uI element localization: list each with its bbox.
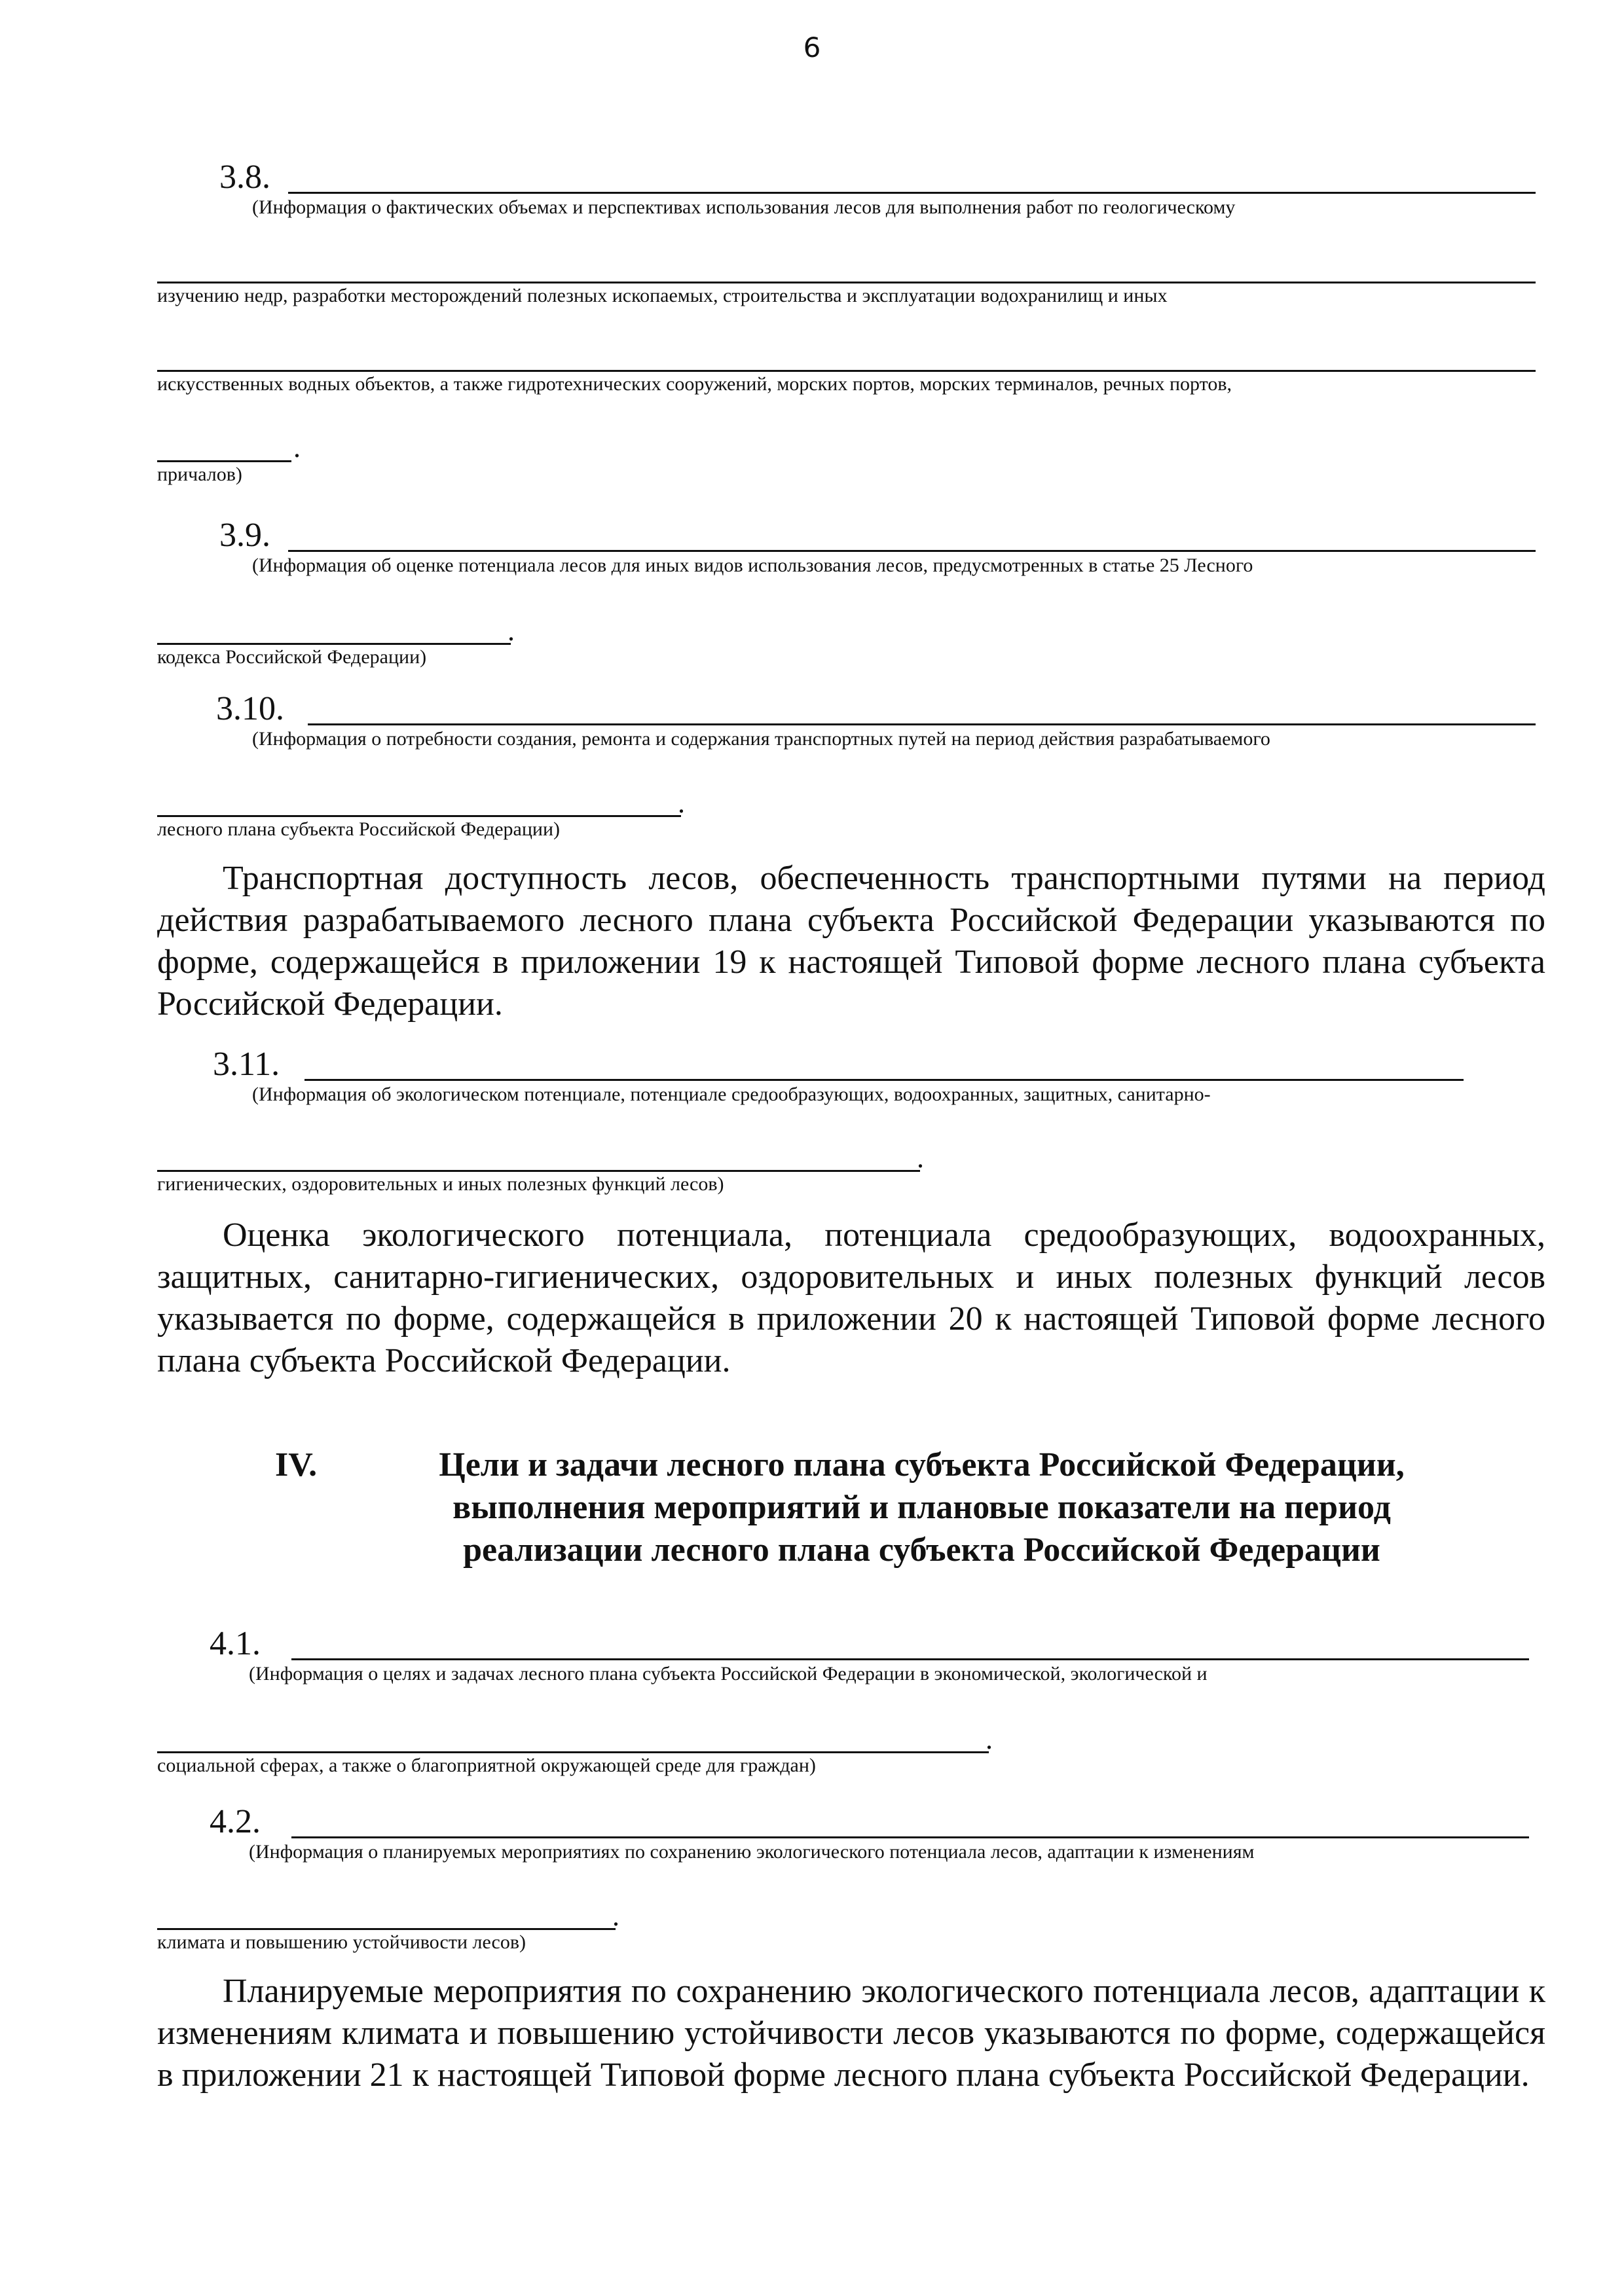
paragraph-transport [157, 858, 1545, 1025]
paragraph-measures [157, 1971, 1545, 2096]
fill-line [291, 1658, 1529, 1660]
paragraph-text: Транспортная доступность лесов, обеспеченность транспортными путями на период действия разрабатываемого лесного плана субъекта Российской Федерации указываются по форме, содержащейся в приложении 19 к настоящей Типовой форме лесного плана субъекта Российской Федерации. [157, 860, 1545, 1023]
fill-line [288, 192, 1536, 194]
fill-line [157, 460, 291, 462]
field-note: (Информация о фактических объемах и перспективах использования лесов для выполнения работ по геологическому [252, 196, 1236, 218]
item-number: 4.1. [210, 1625, 261, 1662]
fill-line [308, 723, 1536, 725]
field-note: (Информация об экологическом потенциале, потенциале средообразующих, водоохранных, защитных, санитарно- [252, 1084, 1211, 1105]
field-note: искусственных водных объектов, а также гидротехнических сооружений, морских портов, морских терминалов, речных портов, [157, 373, 1232, 395]
field-note: (Информация о целях и задачах лесного плана субъекта Российской Федерации в экономической, экологической и [249, 1663, 1208, 1685]
fill-line [304, 1079, 1464, 1081]
section-heading [262, 1444, 1473, 1571]
field-dot: . [986, 1723, 993, 1755]
fill-line [288, 550, 1536, 552]
field-note: изучению недр, разработки месторождений полезных ископаемых, строительства и эксплуатации водохранилищ и иных [157, 285, 1168, 306]
field-note: климата и повышению устойчивости лесов) [157, 1931, 526, 1953]
field-dot: . [917, 1142, 924, 1174]
fill-line [291, 1836, 1529, 1838]
field-note: кодекса Российской Федерации) [157, 646, 427, 668]
item-number: 3.9. [219, 517, 270, 554]
section-numeral: IV. [275, 1446, 318, 1484]
fill-line [157, 370, 1536, 372]
field-dot: . [678, 787, 685, 819]
paragraph-text: Оценка экологического потенциала, потенциала средообразующих, водоохранных, защитных, санитарно-гигиенических, оздоровительных и иных полезных функций лесов указывается по форме, содержащейся в приложении 20 к настоящей Типовой форме лесного плана субъекта Российской Федерации. [157, 1216, 1545, 1379]
item-number: 4.2. [210, 1803, 261, 1840]
field-dot: . [612, 1900, 619, 1932]
field-note: гигиенических, оздоровительных и иных полезных функций лесов) [157, 1173, 724, 1195]
field-note: причалов) [157, 464, 242, 485]
field-dot: . [507, 615, 515, 647]
fill-line [157, 1928, 616, 1930]
field-note: (Информация о потребности создания, ремонта и содержания транспортных путей на период действия разрабатываемого [252, 728, 1270, 750]
field-dot: . [293, 431, 301, 464]
item-number: 3.11. [213, 1046, 280, 1083]
paragraph-text: Планируемые мероприятия по сохранению экологического потенциала лесов, адаптации к изменениям климата и повышению устойчивости лесов указываются по форме, содержащейся в приложении 21 к настоящей Типовой форме лесного плана субъекта Российской Федерации. [157, 1973, 1545, 2094]
fill-line [157, 282, 1536, 283]
paragraph-ecology [157, 1214, 1545, 1382]
field-note: социальной сферах, а также о благоприятной окружающей среде для граждан) [157, 1755, 816, 1776]
fill-line [157, 643, 511, 645]
item-number: 3.10. [216, 690, 284, 727]
item-number: 3.8. [219, 158, 270, 196]
fill-line [157, 815, 681, 817]
field-note: лесного плана субъекта Российской Федерации) [157, 818, 561, 840]
section-title: Цели и задачи лесного плана субъекта Российской Федерации, выполнения мероприятий и плановые показатели на период реализации лесного плана субъекта Российской Федерации [439, 1446, 1405, 1569]
fill-line [157, 1170, 920, 1172]
page-number: 6 [803, 31, 821, 64]
field-note: (Информация о планируемых мероприятиях по сохранению экологического потенциала лесов, адаптации к изменениям [249, 1841, 1255, 1863]
fill-line [157, 1751, 989, 1753]
field-note: (Информация об оценке потенциала лесов для иных видов использования лесов, предусмотренных в статье 25 Лесного [252, 555, 1253, 576]
